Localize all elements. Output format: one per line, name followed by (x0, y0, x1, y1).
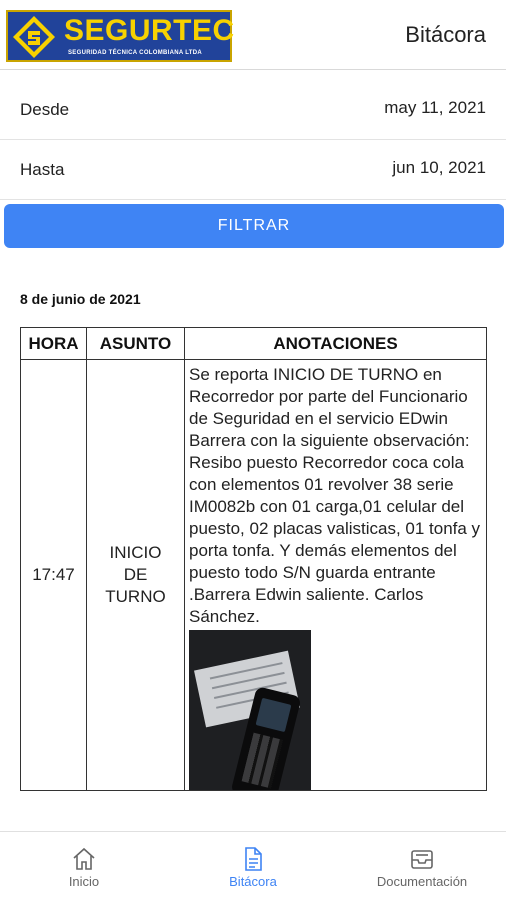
logo-diamond-icon (12, 15, 56, 59)
desde-row[interactable] (0, 80, 506, 140)
column-header-anotaciones: ANOTACIONES (185, 328, 487, 360)
logo-subtitle: SEGURIDAD TÉCNICA COLOMBIANA LTDA (68, 50, 203, 56)
app-header (0, 0, 506, 70)
cell-asunto (87, 360, 185, 791)
filter-button[interactable]: FILTRAR (4, 204, 504, 248)
desde-label: Desde (20, 100, 70, 119)
column-header-hora: HORA (21, 328, 87, 360)
hasta-label: Hasta (20, 160, 65, 179)
table-row (21, 360, 487, 791)
table-header-row (21, 328, 487, 360)
tab-bitacora[interactable] (169, 832, 337, 900)
bottom-tab-bar (0, 831, 506, 900)
tab-documentacion[interactable] (338, 832, 506, 900)
tab-inicio[interactable] (0, 832, 168, 900)
cell-hora: 17:47 (21, 360, 87, 791)
inbox-icon (409, 846, 435, 872)
day-title: 8 de junio de 2021 (20, 291, 141, 307)
anotaciones-text: Se reporta INICIO DE TURNO en Recorredor por parte del Funcionario de Seguridad en el servicio EDwin Barrera con la siguiente observación: Resibo puesto Recorredor coca cola con elementos 01 revolver 38 serie IM0082b con 01 carga,01 celular del puesto, 02 placas valisticas, 01 tonfa y porta tonfa. Y demás elementos del puesto todo S/N guarda entrante .Barrera Edwin saliente. Carlos Sánchez. (189, 365, 481, 626)
cell-anotaciones (185, 360, 487, 791)
tab-documentacion-label: Documentación (376, 874, 468, 889)
desde-date-value[interactable]: may 11, 2021 (384, 98, 486, 117)
attached-photo[interactable] (189, 630, 311, 790)
segurtec-logo (6, 10, 235, 62)
hasta-date-value[interactable]: jun 10, 2021 (392, 158, 486, 177)
page-title: Bitácora (405, 22, 486, 47)
log-table (20, 327, 487, 791)
home-icon (71, 846, 97, 872)
column-header-asunto: ASUNTO (87, 328, 185, 360)
tab-bitacora-label: Bitácora (229, 874, 277, 889)
tab-inicio-label: Inicio (68, 874, 100, 889)
logo-text: SEGURTEC (64, 14, 235, 47)
document-icon (240, 846, 266, 872)
hasta-row[interactable] (0, 140, 506, 200)
asunto-text: INICIO DE TURNO (105, 543, 166, 606)
